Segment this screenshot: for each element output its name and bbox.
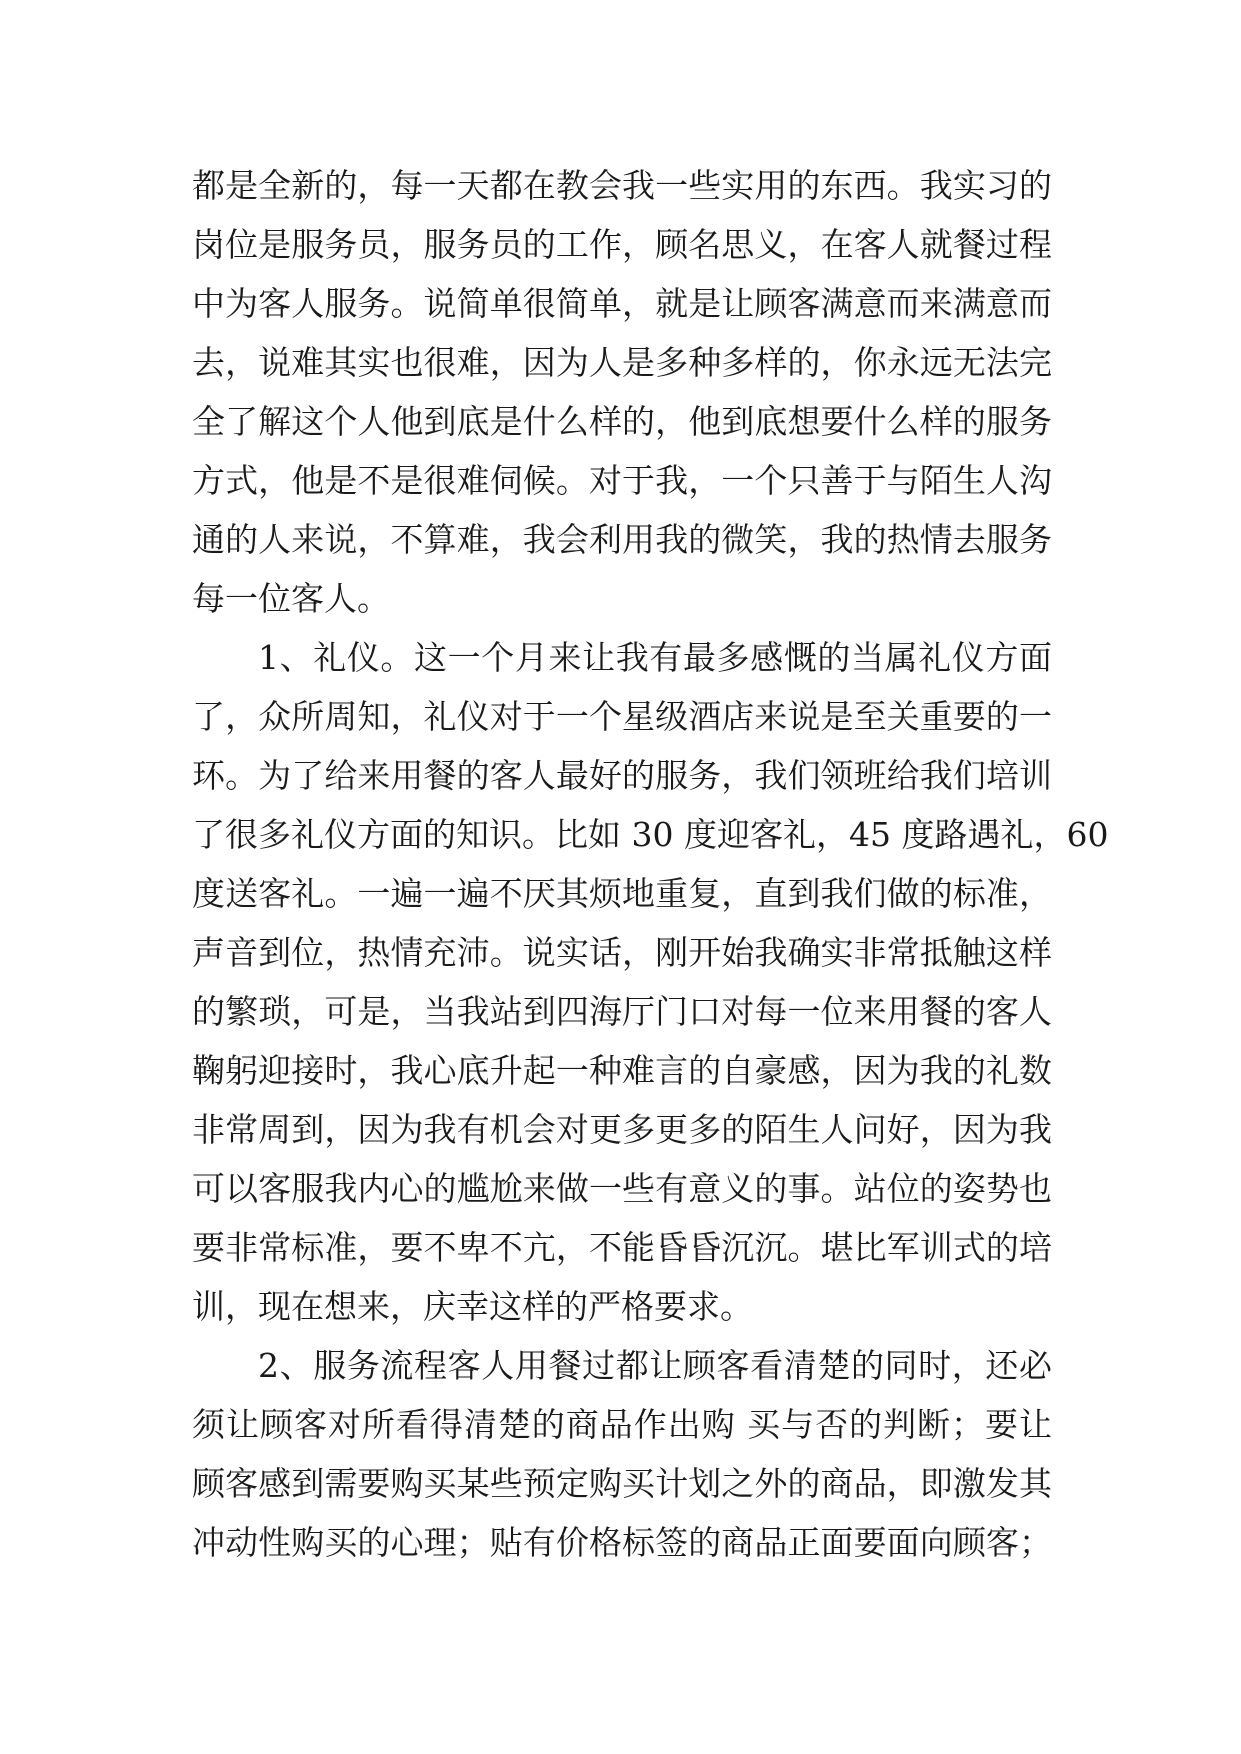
text-line: 冲动性购买的心理；贴有价格标签的商品正面要面向顾客； [192, 1523, 1052, 1562]
text-line: 岗位是服务员，服务员的工作，顾名思义，在客人就餐过程 [192, 225, 1052, 264]
text-line: 须让顾客对所看得清楚的商品作出购 买与否的判断；要让 [192, 1405, 1052, 1444]
text-line: 要非常标准，要不卑不亢，不能昏昏沉沉。堪比军训式的培 [192, 1228, 1052, 1267]
text-line: 可以客服我内心的尴尬来做一些有意义的事。站位的姿势也 [192, 1169, 1052, 1208]
paragraph [192, 628, 1109, 1336]
text-line: 声音到位，热情充沛。说实话，刚开始我确实非常抵触这样 [192, 933, 1052, 972]
body-text [192, 156, 1109, 1572]
text-line: 2、服务流程客人用餐过都让顾客看清楚的同时，还必 [258, 1346, 1052, 1385]
text-line: 鞠躬迎接时，我心底升起一种难言的自豪感，因为我的礼数 [192, 1051, 1052, 1090]
text-line: 非常周到，因为我有机会对更多更多的陌生人问好，因为我 [192, 1110, 1052, 1149]
paragraph [192, 156, 1052, 628]
text-line: 方式，他是不是很难伺候。对于我，一个只善于与陌生人沟 [192, 461, 1052, 500]
text-line: 全了解这个人他到底是什么样的，他到底想要什么样的服务 [192, 402, 1052, 441]
text-line: 了很多礼仪方面的知识。比如 30 度迎客礼，45 度路遇礼，60 [192, 815, 1109, 854]
text-line: 每一位客人。 [192, 579, 390, 618]
paragraph [192, 1336, 1052, 1572]
text-line: 中为客人服务。说简单很简单，就是让顾客满意而来满意而 [192, 284, 1052, 323]
text-line: 环。为了给来用餐的客人最好的服务，我们领班给我们培训 [192, 756, 1052, 795]
text-line: 了，众所周知，礼仪对于一个星级酒店来说是至关重要的一 [192, 697, 1052, 736]
text-line: 1、礼仪。这一个月来让我有最多感慨的当属礼仪方面 [258, 638, 1052, 677]
text-line: 都是全新的，每一天都在教会我一些实用的东西。我实习的 [192, 166, 1052, 205]
text-line: 度送客礼。一遍一遍不厌其烦地重复，直到我们做的标准， [192, 874, 1052, 913]
text-line: 的繁琐，可是，当我站到四海厅门口对每一位来用餐的客人 [192, 992, 1052, 1031]
text-line: 训，现在想来，庆幸这样的严格要求。 [192, 1287, 753, 1326]
text-line: 顾客感到需要购买某些预定购买计划之外的商品，即激发其 [192, 1464, 1052, 1503]
text-line: 通的人来说，不算难，我会利用我的微笑，我的热情去服务 [192, 520, 1052, 559]
text-line: 去，说难其实也很难，因为人是多种多样的，你永远无法完 [192, 343, 1052, 382]
